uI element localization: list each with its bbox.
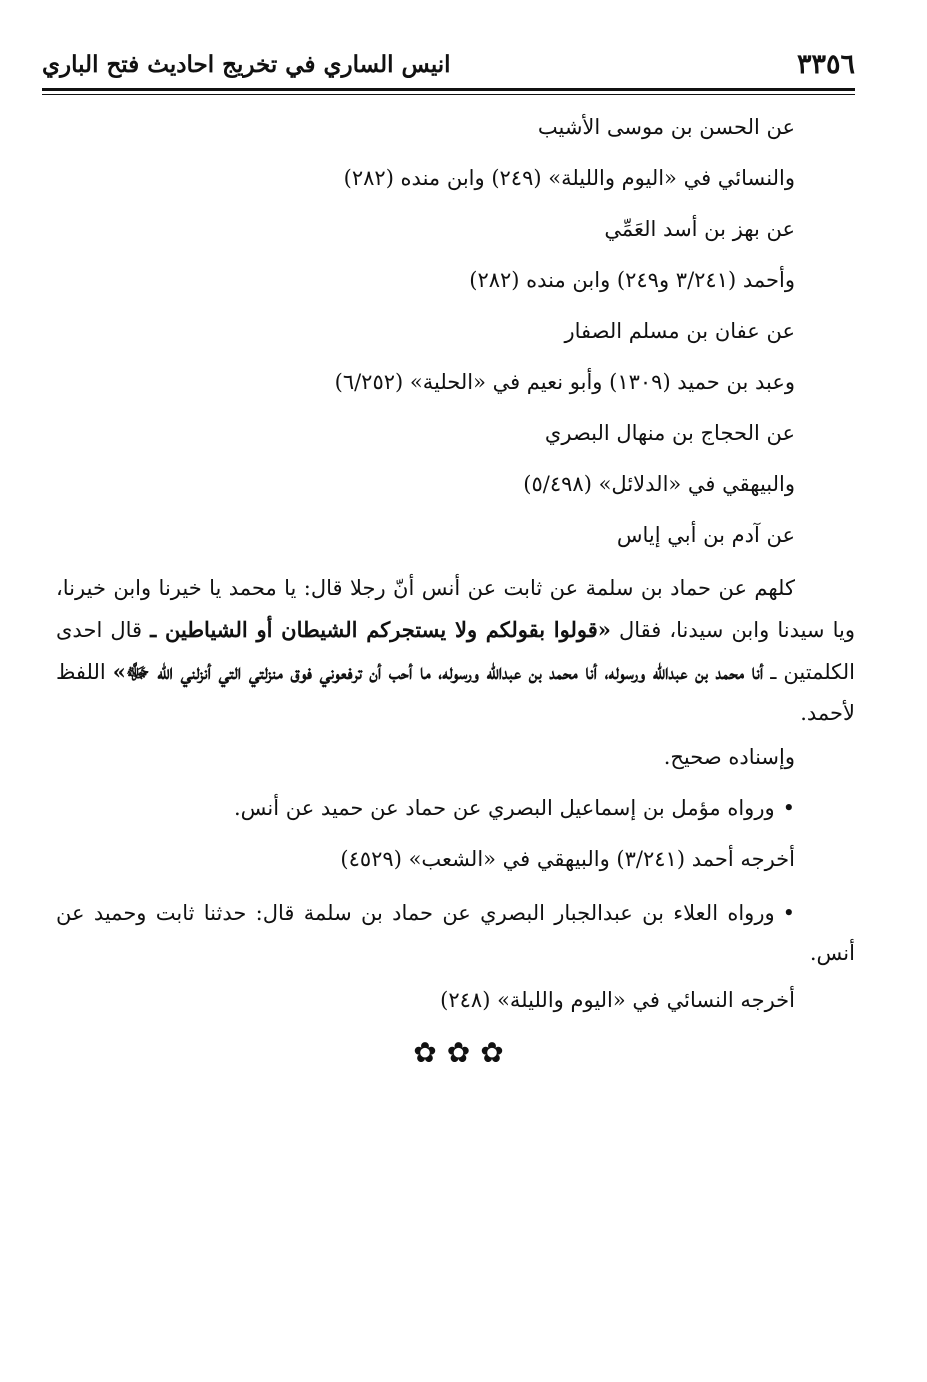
takhrij-2: أخرجه النسائي في «اليوم والليلة» (٢٤٨) — [440, 988, 795, 1012]
text-line-9: عن آدم بن أبي إياس — [616, 523, 795, 547]
page-header — [42, 44, 855, 84]
text-line-5: عن عفان بن مسلم الصفار — [564, 319, 795, 343]
page-number: ٣٣٥٦ — [796, 48, 855, 80]
hadith-intro: كلهم عن حماد بن سلمة عن ثابت عن أنس أنّ رجلا قال: يا محمد يا خيرنا وابن خيرنا، ويا سيدنا وابن سيدنا، فقال — [56, 576, 855, 642]
bullet-icon: • — [782, 796, 795, 820]
hadith-outro: اللفظ لأحمد. — [56, 660, 855, 725]
text-line-1: عن الحسن بن موسى الأشيب — [537, 115, 795, 139]
text-line-4: وأحمد (٣/٢٤١ و٢٤٩) وابن منده (٢٨٢) — [469, 268, 795, 292]
header-rule-thin — [42, 94, 855, 95]
isnad-line: وإسناده صحيح. — [663, 745, 795, 769]
bullet-icon: • — [782, 901, 795, 925]
ornament-stars-icon: ✿✿✿ — [413, 1036, 514, 1069]
narration-1 — [234, 793, 795, 823]
running-title: انيس الساري في تخريج احاديث فتح الباري — [42, 50, 451, 78]
hadith-mid: قال احدى الكلمتين ـ — [56, 618, 856, 684]
narration-2-text: ورواه العلاء بن عبدالجبار البصري عن حماد بن سلمة قال: حدثنا ثابت وحميد عن أنس. — [56, 901, 855, 965]
narration-1-text: ورواه مؤمل بن إسماعيل البصري عن حماد عن حميد عن أنس. — [233, 796, 775, 820]
takhrij-1: أخرجه أحمد (٣/٢٤١) والبيهقي في «الشعب» (٤٥٢٩) — [340, 847, 795, 871]
hadith-paragraph — [56, 568, 855, 734]
header-rule — [42, 88, 855, 91]
text-line-6: وعبد بن حميد (١٣٠٩) وأبو نعيم في «الحلية» (٦/٢٥٢) — [334, 370, 795, 394]
text-line-8: والبيهقي في «الدلائل» (٥/٤٩٨) — [523, 472, 795, 496]
narration-2 — [56, 893, 855, 973]
text-line-3: عن بهز بن أسد العَمِّي — [604, 217, 795, 241]
text-line-7: عن الحجاج بن منهال البصري — [544, 421, 795, 445]
text-line-2: والنسائي في «اليوم والليلة» (٢٤٩) وابن منده (٢٨٢) — [343, 166, 795, 190]
hadith-quote-2: أنا محمد بن عبدالله ورسوله، أنا محمد بن عبدالله ورسوله، ما أحب أن ترفعوني فوق منزلتي التي أنزلني الله ﷻ» — [112, 659, 764, 684]
hadith-quote-1: «قولوا بقولكم ولا يستجركم الشيطان أو الشياطين ـ — [150, 617, 611, 642]
